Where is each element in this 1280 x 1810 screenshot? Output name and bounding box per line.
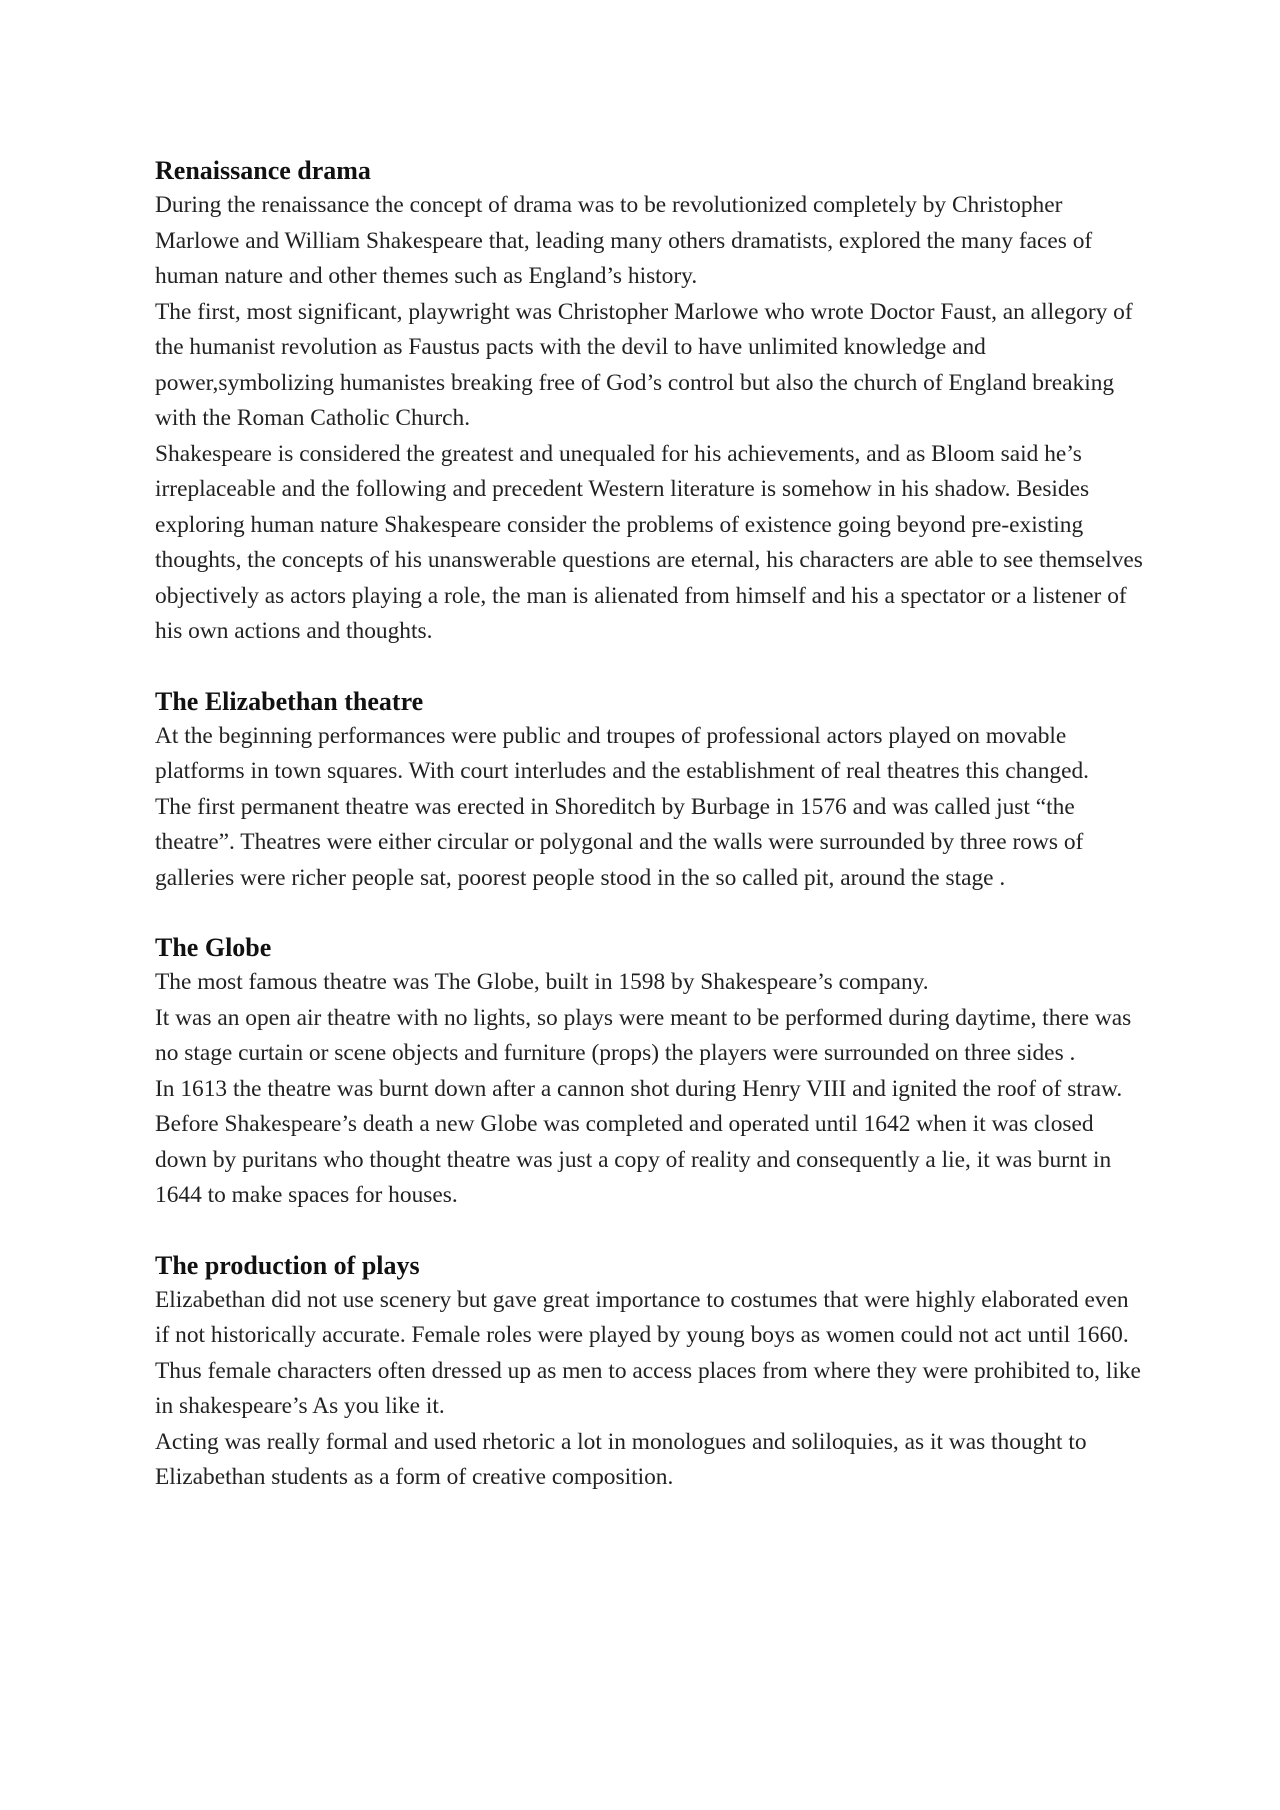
section-heading: The production of plays: [155, 1250, 420, 1280]
paragraph: Elizabethan did not use scenery but gave great importance to costumes that were highly elaborated even if not historically accurate. Female roles were played by young boys as women could not act until 1660. Thus female characters often dressed up as men to access places from where they were prohibited to, like in shakespeare’s As you like it.: [155, 1286, 1141, 1419]
section-elizabethan-theatre: [155, 685, 1145, 897]
paragraph: It was an open air theatre with no lights, so plays were meant to be performed during daytime, there was no stage curtain or scene objects and furniture (props) the players were surrounded on three sides .: [155, 1004, 1132, 1066]
section-production-of-plays: [155, 1249, 1145, 1496]
paragraph: The most famous theatre was The Globe, built in 1598 by Shakespeare’s company.: [155, 969, 929, 995]
paragraph: During the renaissance the concept of drama was to be revolutionized completely by Christopher Marlowe and William Shakespeare that, leading many others dramatists, explored the many faces of human nature and other themes such as England’s history.: [155, 192, 1093, 289]
section-heading: Renaissance drama: [155, 156, 371, 185]
document-page: [155, 154, 1145, 1496]
section-the-globe: [155, 931, 1145, 1214]
paragraph: In 1613 the theatre was burnt down after a cannon shot during Henry VIII and ignited the roof of straw. Before Shakespeare’s death a new Globe was completed and operated until 1642 when it was closed down by puritans who thought theatre was just a copy of reality and consequently a lie, it was burnt in 1644 to make spaces for houses.: [155, 1075, 1123, 1208]
paragraph: Shakespeare is considered the greatest and unequaled for his achievements, and as Bloom said he’s irreplaceable and the following and precedent Western literature is somehow in his shadow. Besides exploring human nature Shakespeare consider the problems of existence going beyond pre-existing thoughts, the concepts of his unanswerable questions are eternal, his characters are able to see themselves objectively as actors playing a role, the man is alienated from himself and his a spectator or a listener of his own actions and thoughts.: [155, 440, 1143, 644]
paragraph: The first permanent theatre was erected in Shoreditch by Burbage in 1576 and was called just “the theatre”. Theatres were either circular or polygonal and the walls were surrounded by three rows of galleries were richer people sat, poorest people stood in the so called pit, around the stage .: [155, 793, 1084, 891]
section-heading: The Globe: [155, 933, 272, 962]
section-heading: The Elizabethan theatre: [155, 686, 424, 716]
paragraph: The first, most significant, playwright was Christopher Marlowe who wrote Doctor Faust, an allegory of the humanist revolution as Faustus pacts with the devil to have unlimited knowledge and power,symbolizing humanistes breaking free of God’s control but also the church of England breaking with the Roman Catholic Church.: [155, 298, 1133, 431]
paragraph: Acting was really formal and used rhetoric a lot in monologues and soliloquies, as it was thought to Elizabethan students as a form of creative composition.: [155, 1428, 1087, 1490]
paragraph: At the beginning performances were public and troupes of professional actors played on movable platforms in town squares. With court interludes and the establishment of real theatres this changed.: [155, 722, 1090, 784]
section-renaissance-drama: [155, 154, 1145, 650]
